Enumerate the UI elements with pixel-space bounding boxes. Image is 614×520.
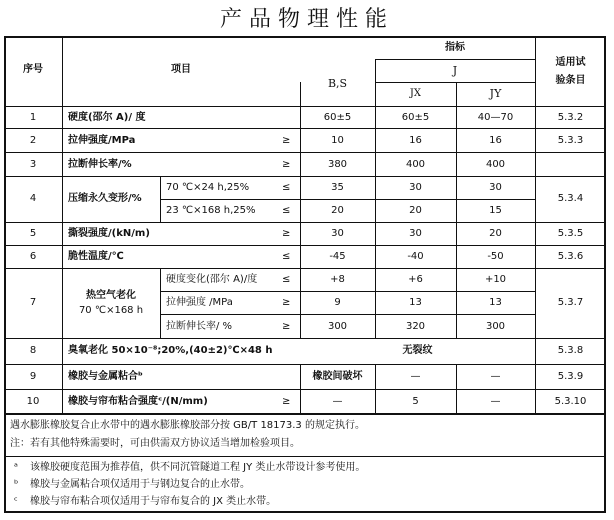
row2-jy: 16 xyxy=(489,135,502,146)
row1-method: 5.3.2 xyxy=(557,112,584,123)
row6-no: 6 xyxy=(29,251,37,262)
row1-bs: 60±5 xyxy=(323,112,352,123)
row7-bs2: 9 xyxy=(334,297,341,308)
row6-jx: -40 xyxy=(407,251,424,262)
row2-method: 5.3.3 xyxy=(557,135,584,146)
row6-method: 5.3.6 xyxy=(557,251,584,262)
row7-bs3: 300 xyxy=(327,321,348,332)
row7-jx2: 13 xyxy=(409,297,422,308)
row2-no: 2 xyxy=(29,135,37,146)
footnote-c: 橡胶与帘布粘合项仅适用于与帘布复合的 JX 类止水带。 xyxy=(30,496,277,507)
row7-jx1: +6 xyxy=(408,274,423,285)
row7-name2: 70 ℃×168 h xyxy=(78,305,144,316)
row7-method: 5.3.7 xyxy=(557,297,584,308)
row7-sub2: 拉伸强度 /MPa xyxy=(166,297,233,308)
row6-name: 脆性温度/℃ xyxy=(68,251,124,262)
note-2: 注：若有其他特殊需要时，可由供需双方协议适当增加检验项目。 xyxy=(10,438,300,449)
row3-no: 3 xyxy=(29,159,37,170)
row7-no: 7 xyxy=(29,297,37,308)
row5-bs: 30 xyxy=(331,228,344,239)
row7-op2: ≥ xyxy=(282,297,291,308)
header-method-2: 验条目 xyxy=(555,75,586,86)
footnote-a: 该橡胶硬度范围为推荐值，供不同沉管隧道工程 JY 类止水带设计参考使用。 xyxy=(30,462,366,473)
row10-jy: — xyxy=(490,396,501,407)
row1-jy: 40—70 xyxy=(477,112,514,123)
row4-jx1: 30 xyxy=(409,182,422,193)
row7-op1: ≤ xyxy=(282,274,291,285)
row3-op: ≥ xyxy=(282,159,291,170)
row10-bs: — xyxy=(332,396,343,407)
header-indicator: 指标 xyxy=(445,42,465,53)
row4-jy2: 15 xyxy=(489,205,502,216)
row9-method: 5.3.9 xyxy=(557,371,584,382)
row8-value: 无裂纹 xyxy=(402,345,433,356)
header-j: J xyxy=(452,64,458,77)
row6-op: ≤ xyxy=(282,251,291,262)
row5-op: ≥ xyxy=(282,228,291,239)
row9-no: 9 xyxy=(29,371,37,382)
row5-no: 5 xyxy=(29,228,37,239)
row6-jy: -50 xyxy=(487,251,504,262)
row10-name: 橡胶与帘布粘合强度ᶜ/(N/mm) xyxy=(68,396,208,407)
header-jx: JX xyxy=(409,88,422,99)
header-item: 项目 xyxy=(171,64,191,75)
row4-bs1: 35 xyxy=(331,182,344,193)
row7-bs1: +8 xyxy=(330,274,345,285)
row7-name1: 热空气老化 xyxy=(86,290,136,301)
row1-jx: 60±5 xyxy=(401,112,430,123)
row1-name: 硬度(邵尔 A)/ 度 xyxy=(68,112,146,123)
row4-no: 4 xyxy=(29,193,37,204)
row8-method: 5.3.8 xyxy=(557,345,584,356)
row9-bs: 橡胶间破坏 xyxy=(312,371,363,382)
row9-jx: — xyxy=(410,371,421,382)
row9-jy: — xyxy=(490,371,501,382)
row5-jy: 20 xyxy=(489,228,502,239)
row4-bs2: 20 xyxy=(331,205,344,216)
row8-name: 臭氧老化 50×10⁻⁸;20%,(40±2)℃×48 h xyxy=(68,345,273,356)
header-jy: JY xyxy=(489,87,502,100)
row3-bs: 380 xyxy=(327,159,348,170)
row2-bs: 10 xyxy=(331,135,344,146)
row5-method: 5.3.5 xyxy=(557,228,584,239)
row7-jy3: 300 xyxy=(485,321,506,332)
row3-name: 拉断伸长率/% xyxy=(68,159,132,170)
row7-sub3: 拉断伸长率/ % xyxy=(166,321,233,332)
row7-sub1: 硬度变化(邵尔 A)/度 xyxy=(166,274,258,285)
row4-jy1: 30 xyxy=(489,182,502,193)
row7-jx3: 320 xyxy=(405,321,426,332)
row7-jy2: 13 xyxy=(489,297,502,308)
row2-jx: 16 xyxy=(409,135,422,146)
row10-jx: 5 xyxy=(412,396,419,407)
row3-jy: 400 xyxy=(485,159,506,170)
note-1: 遇水膨胀橡胶复合止水带中的遇水膨胀橡胶部分按 GB/T 18173.3 的规定执行。 xyxy=(10,420,365,431)
header-seq: 序号 xyxy=(23,64,43,75)
page-title: 产品物理性能 xyxy=(219,7,394,32)
header-bs: B,S xyxy=(327,77,348,90)
row4-sub1: 70 ℃×24 h,25% xyxy=(166,182,250,193)
footnote-b: 橡胶与金属粘合项仅适用于与钢边复合的止水带。 xyxy=(30,479,250,490)
row5-name: 撕裂强度/(kN/m) xyxy=(68,228,150,239)
row4-method: 5.3.4 xyxy=(557,193,584,204)
row9-name: 橡胶与金属粘合ᵇ xyxy=(68,371,143,382)
row4-sub2: 23 ℃×168 h,25% xyxy=(166,205,256,216)
footnote-b-mark: ᵇ xyxy=(14,479,19,490)
footnote-c-mark: ᶜ xyxy=(14,496,18,507)
row6-bs: -45 xyxy=(329,251,346,262)
row4-name: 压缩永久变形/% xyxy=(68,193,142,204)
row4-op1: ≤ xyxy=(282,182,291,193)
row2-name: 拉伸强度/MPa xyxy=(68,135,136,146)
row1-no: 1 xyxy=(29,112,37,123)
row3-jx: 400 xyxy=(405,159,426,170)
row7-op3: ≥ xyxy=(282,321,291,332)
row8-no: 8 xyxy=(29,345,37,356)
header-method-1: 适用试 xyxy=(555,57,586,68)
row5-jx: 30 xyxy=(409,228,422,239)
row10-method: 5.3.10 xyxy=(554,396,587,407)
row10-no: 10 xyxy=(26,396,40,407)
row2-op: ≥ xyxy=(282,135,291,146)
row7-jy1: +10 xyxy=(484,274,507,285)
row10-op: ≥ xyxy=(282,396,291,407)
footnote-a-mark: ᵃ xyxy=(14,462,18,473)
row4-jx2: 20 xyxy=(409,205,422,216)
row4-op2: ≤ xyxy=(282,205,291,216)
